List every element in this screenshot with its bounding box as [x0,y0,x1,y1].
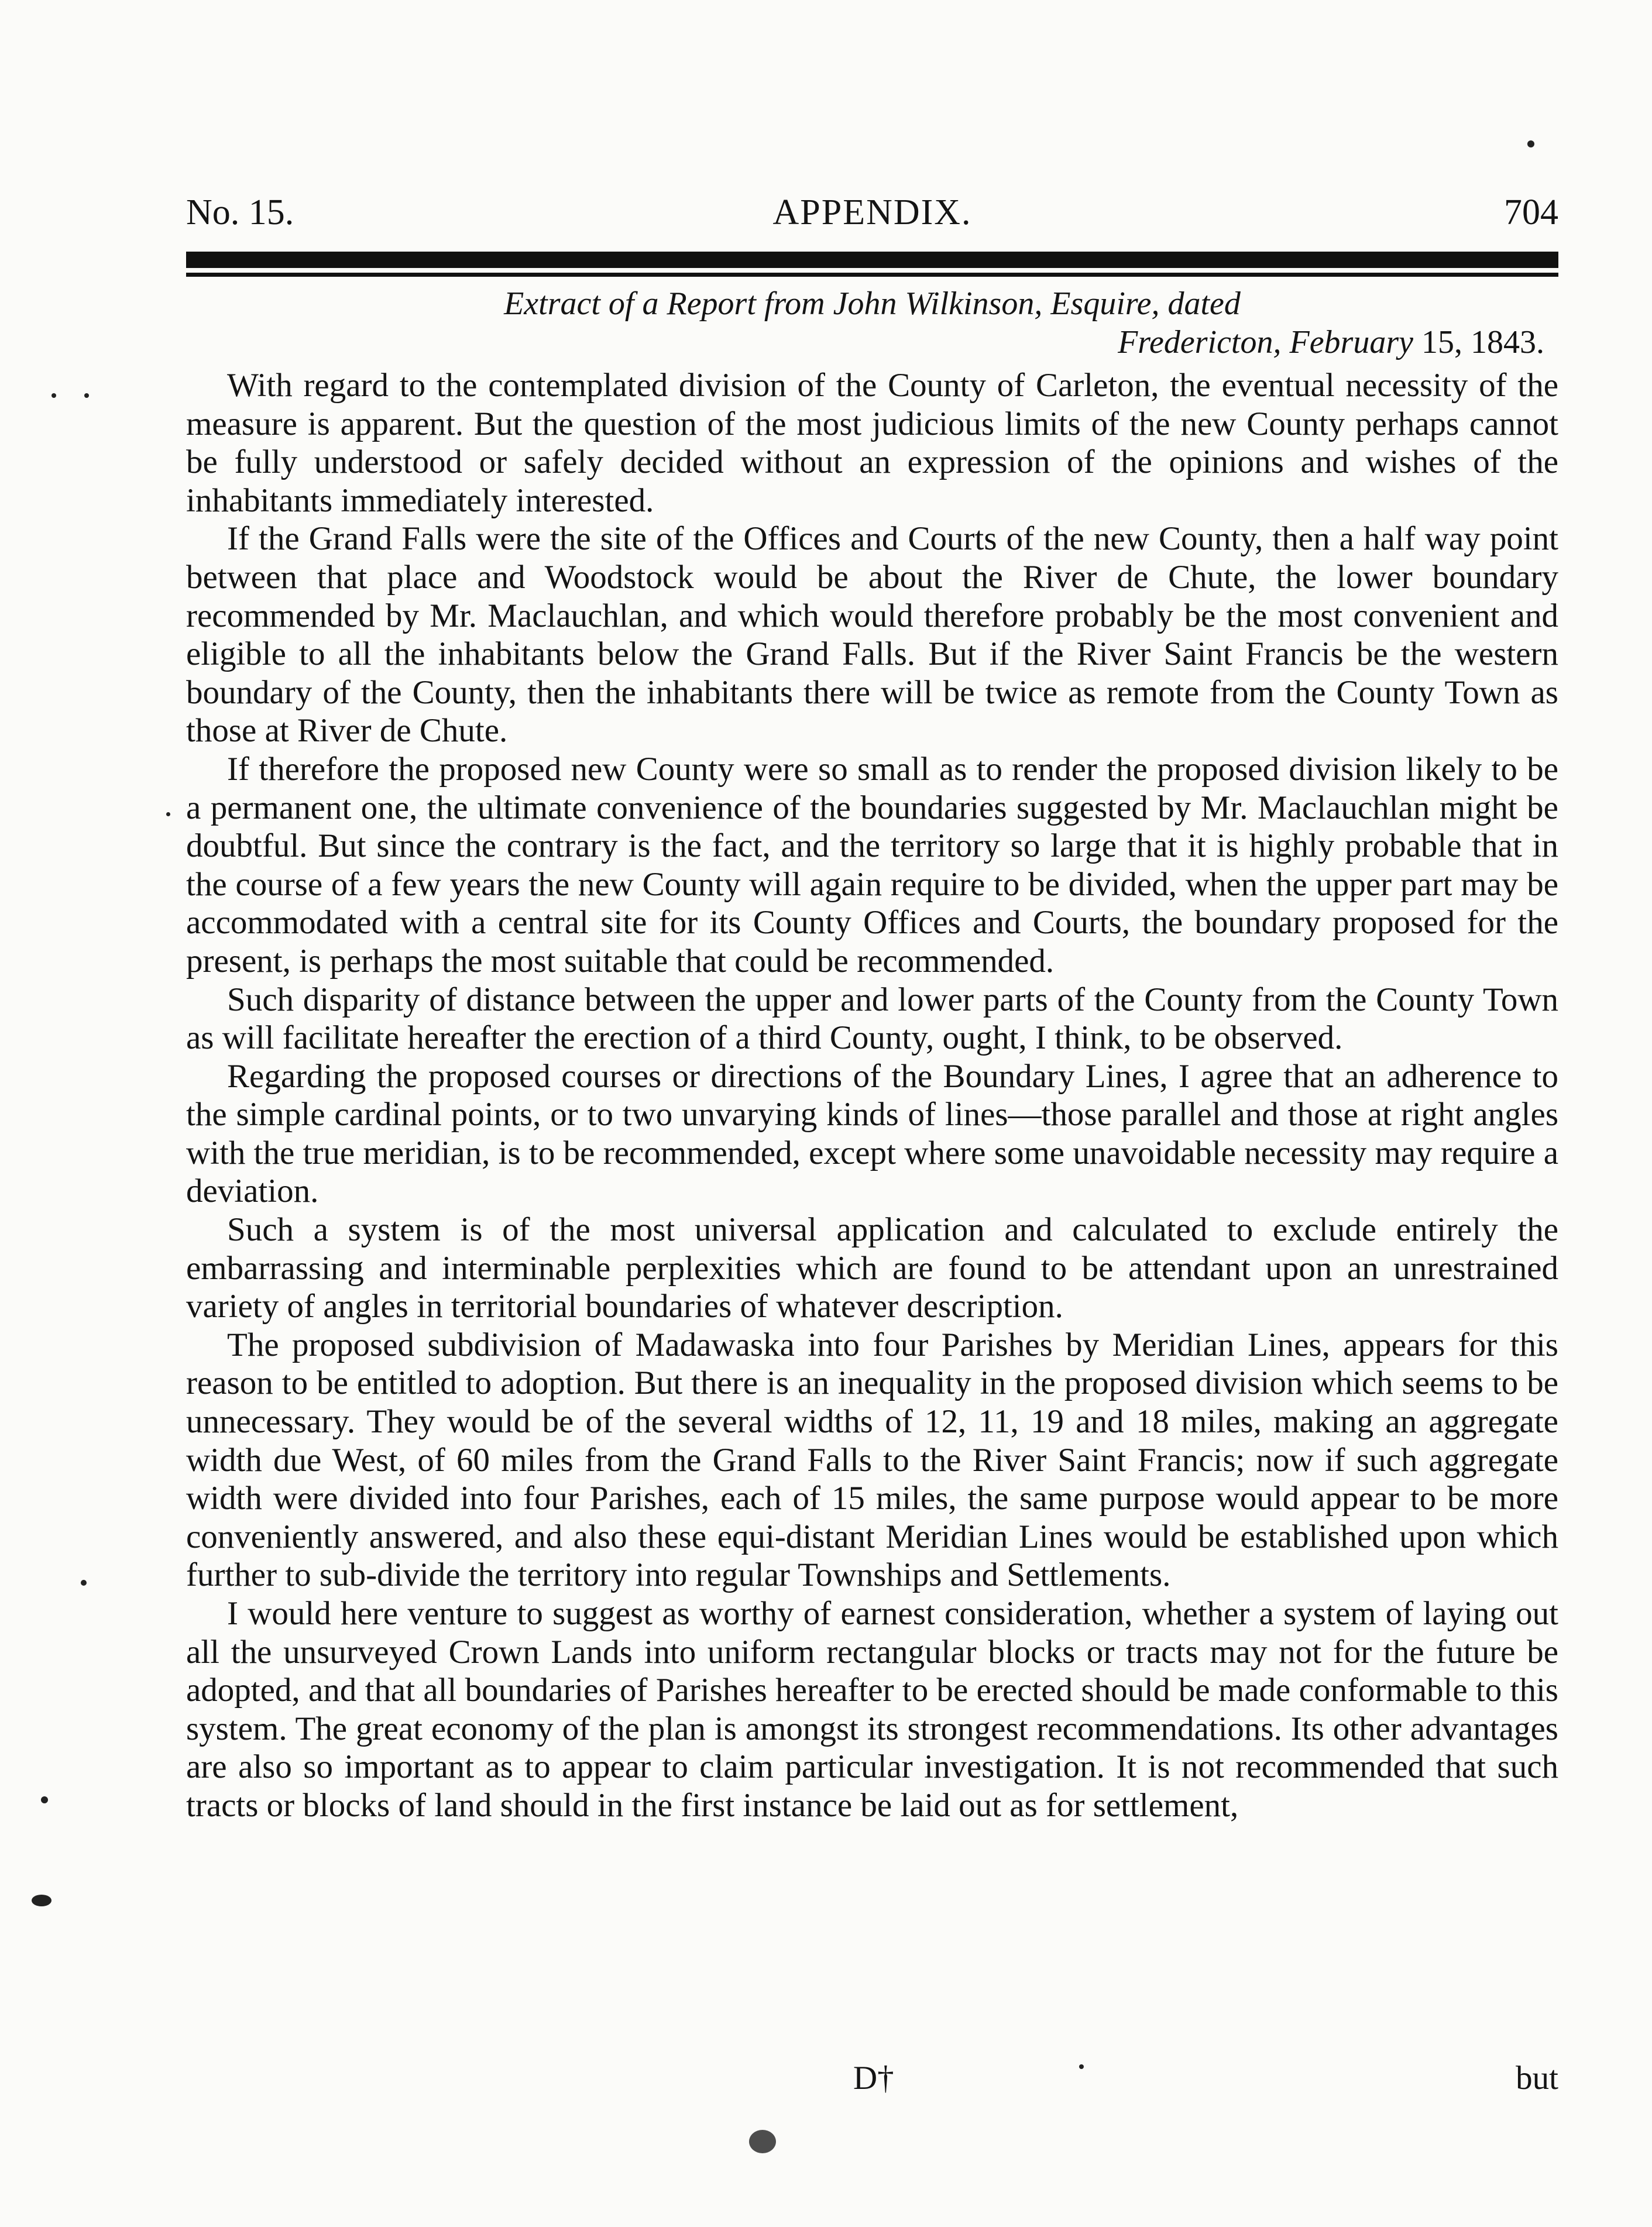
paragraph: I would here venture to suggest as worthy of earnest consideration, whether a system of laying out all the unsurveyed Crown Lands into uniform rectangular blocks or tracts may not for the future be adopted, and that all boundaries of Parishes hereafter to be erected should be made conformable to this system. The great economy of the plan is amongst its strongest recommendations. Its other advantages are also so important as to appear to claim particular investigation. It is not recommended that such tracts or blocks of land should in the first instance be laid out as for settlement, [186,1595,1558,1824]
ink-speck [1527,140,1534,147]
ink-speck [84,393,89,398]
signature-mark: D† [853,2060,894,2097]
ink-speck [51,393,56,398]
paragraph: If therefore the proposed new County were so small as to render the proposed division likely to be a permanent one, the ultimate convenience of the boundaries suggested by Mr. Maclauchlan might be doubtful. But since the contrary is the fact, and the territory so large that it is highly probable that in the course of a few years the new County will again require to be divided, when the upper part may be accommodated with a central site for its County Offices and Courts, the boundary proposed for the present, is perhaps the most suitable that could be recommended. [186,750,1558,980]
ink-speck [41,1796,48,1803]
report-body [186,366,1558,1825]
report-title-line: Extract of a Report from John Wilkinson, Esquire, dated [504,286,1241,322]
page-footer [186,2055,1558,2102]
ink-speck [166,812,170,816]
document-number: No. 15. [186,193,294,232]
paragraph: Regarding the proposed courses or directions of the Boundary Lines, I agree that an adherence to the simple cardinal points, or to two unvarying kinds of lines—those parallel and those at right angles with the true meridian, is to be recommended, except where some unavoidable necessity may require a deviation. [186,1057,1558,1210]
header-rule-thin [186,273,1558,277]
ink-speck [749,2130,776,2153]
ink-speck [81,1580,87,1586]
report-place-date: Fredericton, February [1118,324,1413,360]
page-number: 704 [1504,193,1558,232]
report-title [186,284,1558,362]
header-title: APPENDIX. [772,193,972,232]
report-dateline [186,323,1558,362]
paragraph: Such disparity of distance between the upper and lower parts of the County from the County Town as will facilitate hereafter the erection of a third County, ought, I think, to be observed. [186,981,1558,1057]
header-rule-thick [186,252,1558,268]
paragraph: Such a system is of the most universal application and calculated to exclude entirely the embarrassing and interminable perplexities which are found to be attendant upon an unrestrained variety of angles in territorial boundaries of whatever description. [186,1211,1558,1325]
paragraph: The proposed subdivision of Madawaska into four Parishes by Meridian Lines, appears for this reason to be entitled to adoption. But there is an inequality in the proposed division which seems to be unnecessary. They would be of the several widths of 12, 11, 19 and 18 miles, making an aggregate width due West, of 60 miles from the Grand Falls to the River Saint Francis; now if such aggregate width were divided into four Parishes, each of 15 miles, the same purpose would appear to be more conveniently answered, and also these equi-distant Meridian Lines would be established upon which further to sub-divide the territory into regular Townships and Settlements. [186,1326,1558,1594]
paragraph: With regard to the contemplated division of the County of Carleton, the eventual necessity of the measure is apparent. But the question of the most judicious limits of the new County perhaps cannot be fully understood or safely decided without an expression of the opinions and wishes of the inhabitants immediately interested. [186,367,1558,519]
paragraph: If the Grand Falls were the site of the Offices and Courts of the new County, then a half way point between that place and Woodstock would be about the River de Chute, the lower boundary recommended by Mr. Maclauchlan, and which would therefore probably be the most convenient and eligible to all the inhabitants below the Grand Falls. But if the River Saint Francis be the western boundary of the County, then the inhabitants there will be twice as remote from the County Town as those at River de Chute. [186,520,1558,750]
report-year: 15, 1843. [1413,324,1544,360]
ink-speck [1079,2064,1084,2069]
running-header [186,186,1558,239]
catchword: but [1516,2060,1558,2097]
ink-speck [32,1895,51,1906]
